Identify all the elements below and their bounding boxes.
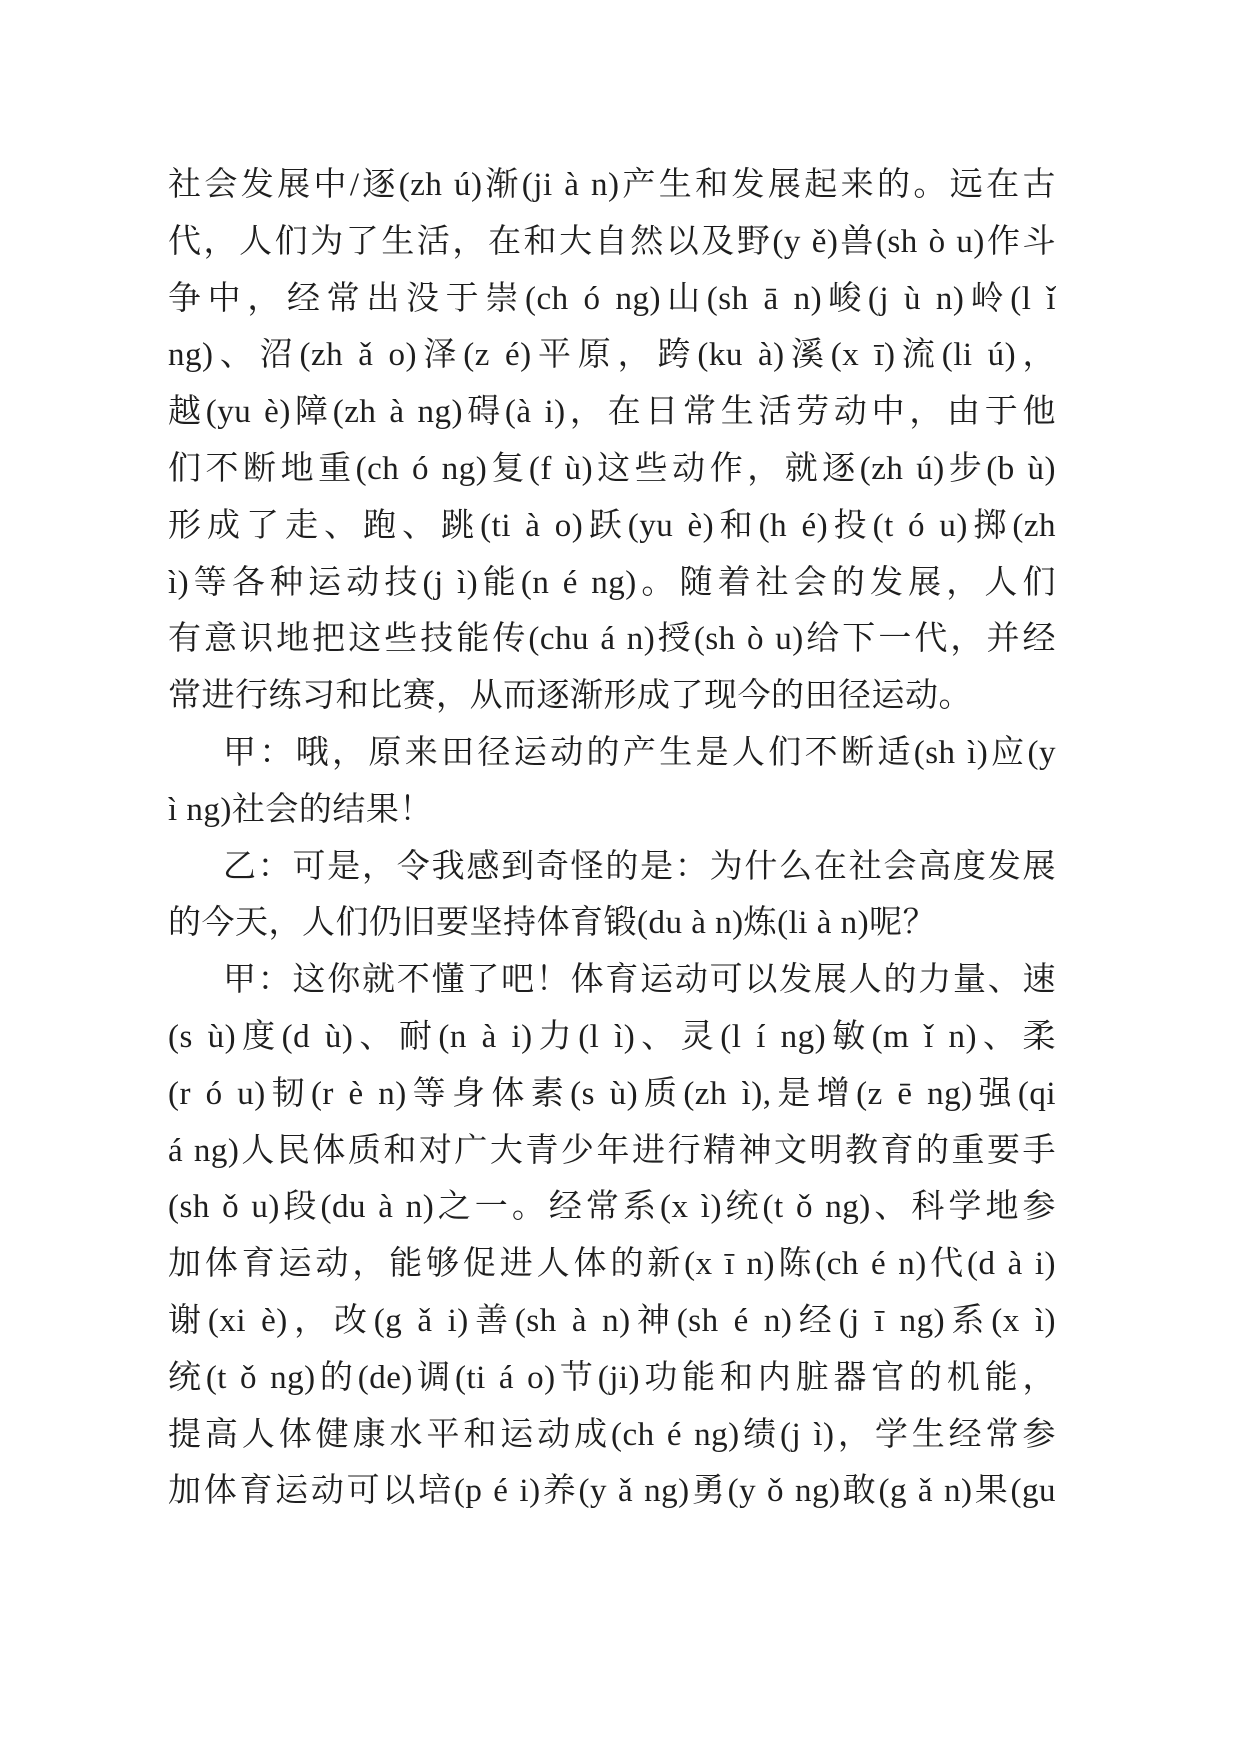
text-line-17: (r ó u)韧(r è n)等身体素(s ù)质(zh ì),是增(z ē ng)强(qi <box>168 1075 1056 1112</box>
text-line-10: 常进行练习和比赛，从而逐渐形成了现今的田径运动。 <box>168 678 972 715</box>
text-line-1: 社会发展中/逐(zh ú)渐(ji à n)产生和发展起来的。远在古 <box>168 167 1056 203</box>
text-line-19: (sh ǒ u)段(du à n)之一。经常系(x ì)统(t ǒ ng)、科学地参 <box>168 1189 1056 1226</box>
text-line-4: ng)、沼(zh ǎ o)泽(z é)平原，跨(ku à)溪(x ī)流(li ú)， <box>168 337 1056 374</box>
text-line-5: 越(yu è)障(zh à ng)碍(à i)，在日常生活劳动中，由于他 <box>168 394 1056 431</box>
text-line-12: ì ng)社会的结果！ <box>168 791 433 828</box>
text-line-2: 代，人们为了生活，在和大自然以及野(y ě)兽(sh ò u)作斗 <box>168 223 1056 260</box>
text-line-14: 的今天，人们仍旧要坚持体育锻(du à n)炼(li à n)呢？ <box>168 905 937 942</box>
text-line-18: á ng)人民体质和对广大青少年进行精神文明教育的重要手 <box>168 1132 1056 1169</box>
text-line-20: 加体育运动，能够促进人体的新(x ī n)陈(ch é n)代(d à i) <box>168 1246 1056 1283</box>
text-line-8: ì)等各种运动技(j ì)能(n é ng)。随着社会的发展，人们 <box>168 564 1056 601</box>
text-line-21: 谢(xi è)，改(g ǎ i)善(sh à n)神(sh é n)经(j ī ng)系(x ì) <box>168 1302 1056 1339</box>
text-line-24: 加体育运动可以培(p é i)养(y ǎ ng)勇(y ǒ ng)敢(g ǎ n)果(gu <box>168 1473 1056 1510</box>
body-text <box>168 157 1056 1520</box>
text-line-22: 统(t ǒ ng)的(de)调(ti á o)节(ji)功能和内脏器官的机能， <box>168 1359 1056 1396</box>
text-line-3: 争中，经常出没于崇(ch ó ng)山(sh ā n)峻(j ù n)岭(l ǐ <box>168 280 1056 317</box>
text-line-7: 形成了走、跑、跳(ti à o)跃(yu è)和(h é)投(t ó u)掷(zh <box>168 507 1056 544</box>
text-line-6: 们不断地重(ch ó ng)复(f ù)这些动作，就逐(zh ú)步(b ù) <box>168 450 1056 487</box>
text-line-23: 提高人体健康水平和运动成(ch é ng)绩(j ì)，学生经常参 <box>168 1416 1056 1453</box>
text-line-13: 乙：可是，令我感到奇怪的是：为什么在社会高度发展 <box>223 848 1056 885</box>
text-line-11: 甲：哦，原来田径运动的产生是人们不断适(sh ì)应(y <box>223 734 1056 771</box>
text-line-16: (s ù)度(d ù)、耐(n à i)力(l ì)、灵(l í ng)敏(m ǐ n)、柔 <box>168 1018 1056 1055</box>
text-line-9: 有意识地把这些技能传(chu á n)授(sh ò u)给下一代，并经 <box>168 621 1056 658</box>
text-line-15: 甲：这你就不懂了吧！体育运动可以发展人的力量、速 <box>223 962 1056 999</box>
